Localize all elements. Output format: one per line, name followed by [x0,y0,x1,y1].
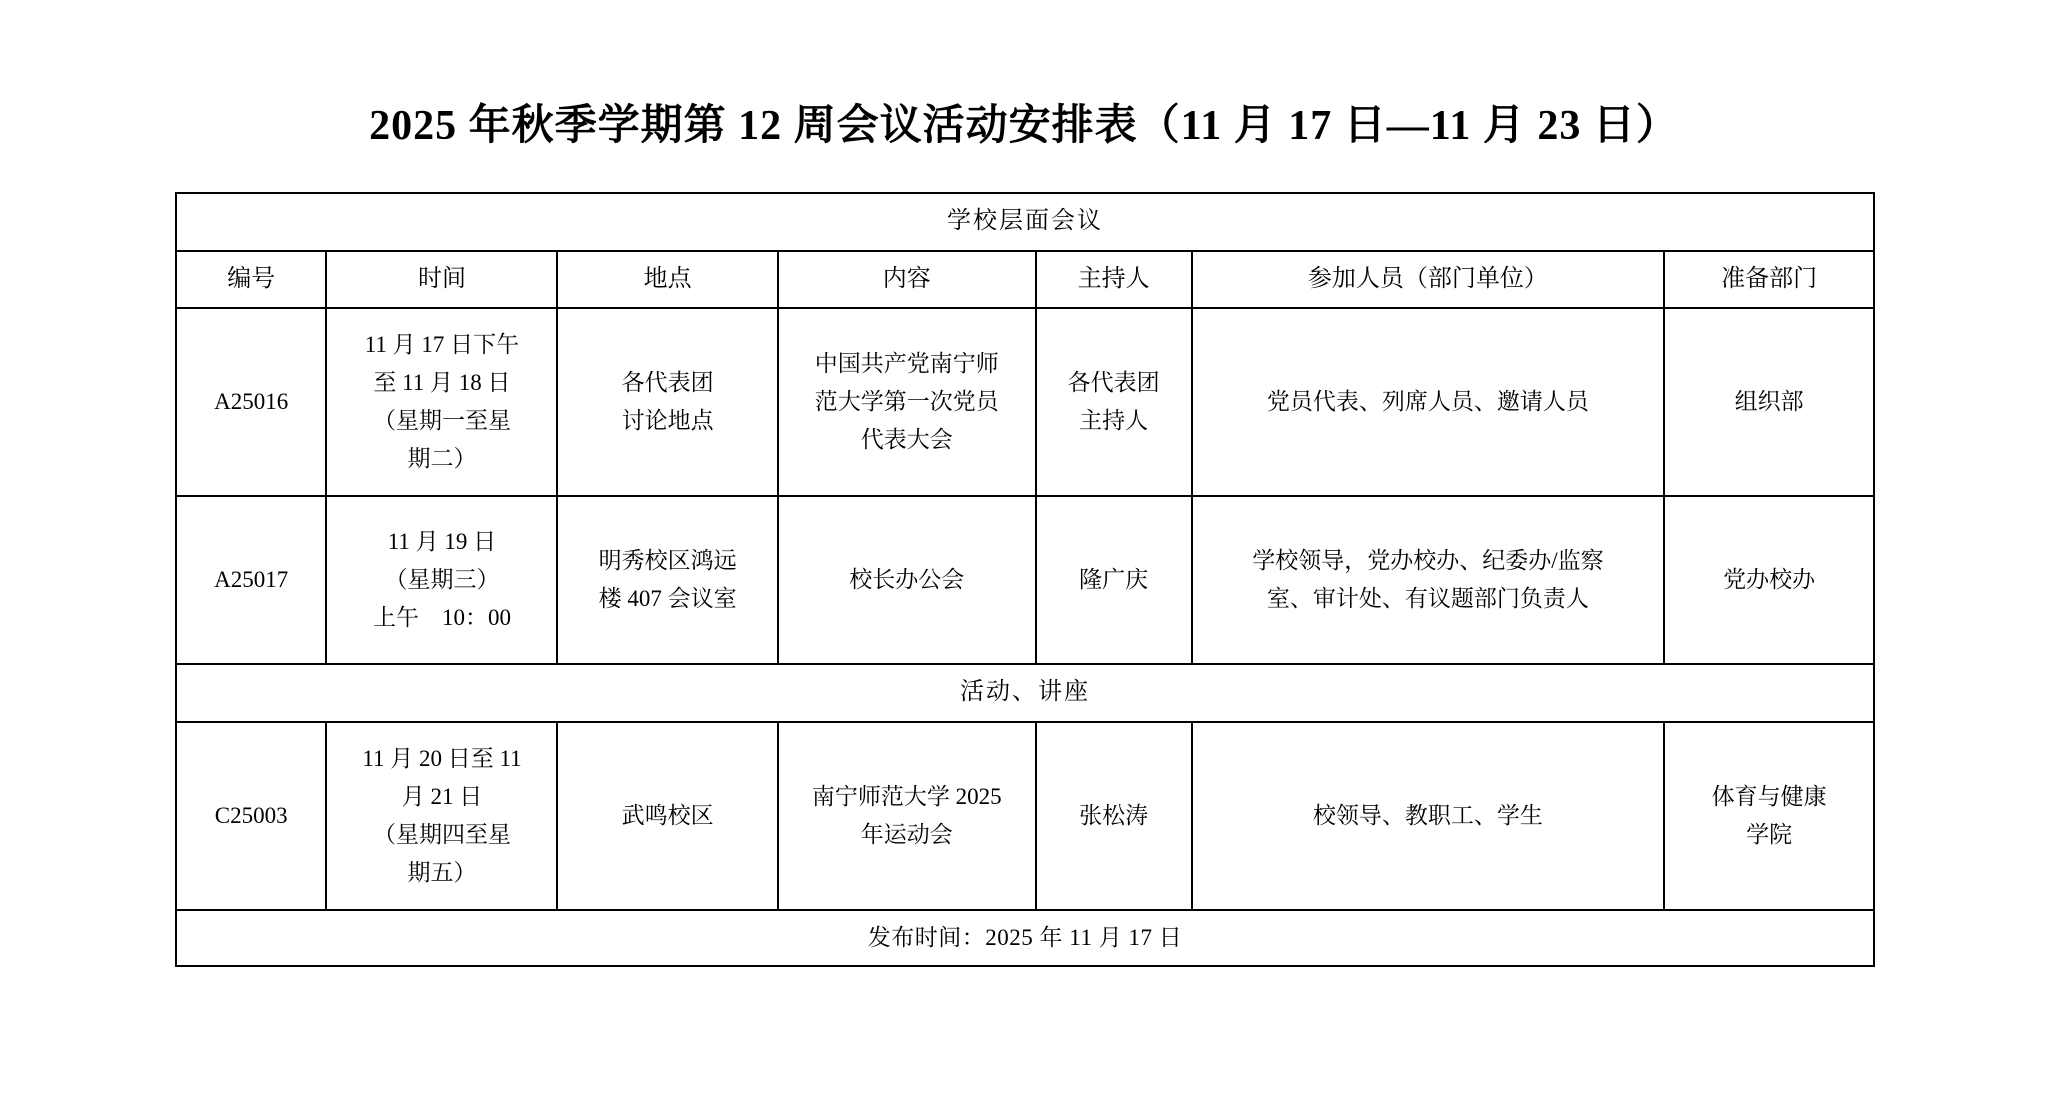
row-content [778,496,1036,664]
row-people-line: 党员代表、列席人员、邀请人员 [1266,389,1589,415]
schedule-table-container [175,192,1875,967]
row-host-line: 隆广庆 [1079,567,1149,593]
row-time-line: 期五） [407,859,477,885]
row-time-line: 11 月 17 日下午 [364,332,520,358]
table-row [176,722,1874,910]
row-content-line: 范大学第一次党员 [814,389,999,415]
row-people [1192,496,1665,664]
row-time-line: 11 月 19 日 [387,529,497,555]
column-header-time: 时间 [326,251,557,309]
row-place [557,496,777,664]
row-time [326,722,557,910]
row-time-line: （星期四至星 [372,821,511,847]
row-content-line: 中国共产党南宁师 [814,351,999,377]
row-content [778,308,1036,496]
row-host [1036,308,1192,496]
footer-row [176,910,1874,966]
row-dept [1664,496,1874,664]
row-dept [1664,308,1874,496]
row-people-line: 室、审计处、有议题部门负责人 [1266,586,1589,612]
row-people [1192,308,1665,496]
column-header-place: 地点 [557,251,777,309]
row-content-line: 年运动会 [860,821,953,847]
column-header-dept: 准备部门 [1664,251,1874,309]
row-id: A25017 [176,496,326,664]
row-id: A25016 [176,308,326,496]
page-title: 2025 年秋季学期第 12 周会议活动安排表（11 月 17 日—11 月 23 日） [369,103,1679,149]
column-header-id: 编号 [176,251,326,309]
row-place-line: 讨论地点 [621,408,714,434]
row-place-line: 楼 407 会议室 [598,586,737,612]
row-time-line: 月 21 日 [401,783,483,809]
row-content-line: 校长办公会 [849,567,965,593]
row-dept [1664,722,1874,910]
row-place-line: 武鸣校区 [621,802,714,828]
column-header-people: 参加人员（部门单位） [1192,251,1665,309]
section-title-school: 学校层面会议 [176,193,1874,251]
column-header-row [176,251,1874,309]
row-dept-line: 党办校办 [1723,567,1816,593]
table-row [176,496,1874,664]
section-header-row [176,664,1874,722]
row-content-line: 代表大会 [860,427,953,453]
row-host-line: 张松涛 [1079,802,1149,828]
row-people-line: 学校领导，党办校办、纪委办/监察 [1252,548,1604,574]
column-header-host: 主持人 [1036,251,1192,309]
row-place-line: 明秀校区鸿远 [598,548,737,574]
schedule-table [175,192,1875,967]
row-time [326,308,557,496]
row-dept-line: 组织部 [1734,389,1804,415]
row-content-line: 南宁师范大学 2025 [811,783,1002,809]
row-dept-line: 学院 [1746,821,1793,847]
row-people-line: 校领导、教职工、学生 [1312,802,1543,828]
row-time-line: 至 11 月 18 日 [373,370,511,396]
row-id: C25003 [176,722,326,910]
row-host [1036,496,1192,664]
row-people [1192,722,1665,910]
row-dept-line: 体育与健康 [1711,783,1827,809]
row-time-line: 上午 10：00 [372,605,511,631]
row-time-line: 11 月 20 日至 11 [362,745,522,771]
section-header-row [176,193,1874,251]
row-host [1036,722,1192,910]
row-time-line: （星期三） [384,567,500,593]
row-time-line: （星期一至星 [372,408,511,434]
publish-time-note: 发布时间：2025 年 11 月 17 日 [176,910,1874,966]
row-place [557,308,777,496]
row-content [778,722,1036,910]
column-header-content: 内容 [778,251,1036,309]
row-host-line: 主持人 [1079,408,1149,434]
row-host-line: 各代表团 [1067,370,1160,396]
section-title-activity: 活动、讲座 [176,664,1874,722]
table-row [176,308,1874,496]
row-time [326,496,557,664]
row-place [557,722,777,910]
row-time-line: 期二） [407,446,477,472]
row-place-line: 各代表团 [621,370,714,396]
